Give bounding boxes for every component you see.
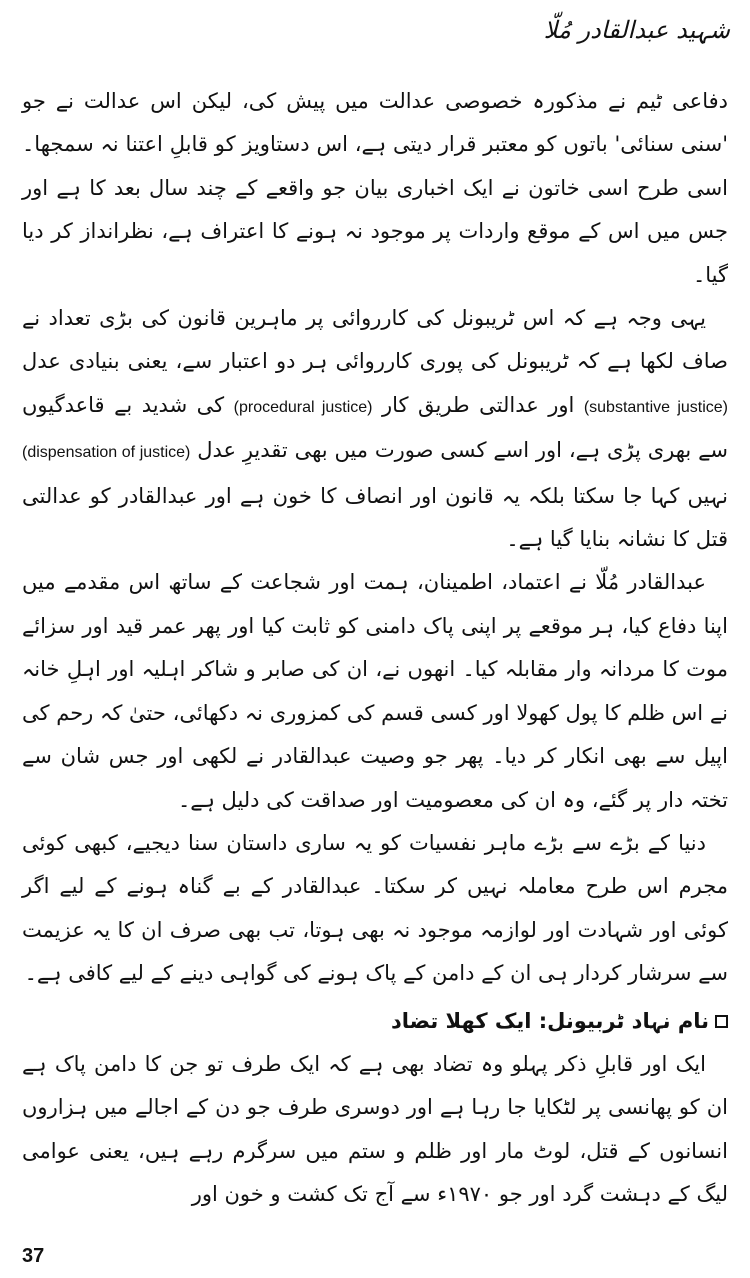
english-term: (procedural justice) — [233, 398, 373, 416]
paragraph: عبدالقادر مُلّا نے اعتماد، اطمینان، ہمت اور شجاعت کے ساتھ اس مقدمے میں اپنا دفاع کیا، ہر موقعے پر اپنی پاک دامنی کو ثابت کیا اور پھر عمر قید اور سزائے موت کا مردانہ وار مقابلہ کیا۔ انھوں نے، ان کی صابر و شاکر اہلیہ اور اہلِ خانہ نے اس ظلم کا پول کھولا اور کسی قسم کی کمزوری نہ دکھائی، حتیٰ کہ رحم کی اپیل سے بھی انکار کر دیا۔ پھر جو وصیت عبدالقادر نے لکھی اور جس شان سے تختہ دار پر گئے، وہ ان کی معصومیت اور صداقت کی دلیل ہے۔ — [22, 570, 728, 812]
english-term: (substantive justice) — [583, 398, 729, 416]
section-heading-text: نام نہاد ٹربیونل: ایک کھلا تضاد — [390, 1008, 709, 1033]
paragraph: دنیا کے بڑے سے بڑے ماہر نفسیات کو یہ ساری داستان سنا دیجیے، کبھی کوئی مجرم اس طرح معاملہ نہیں کر سکتا۔ عبدالقادر کے بے گناہ ہونے کے لیے اگر کوئی اور شہادت اور لوازمہ موجود نہ بھی ہوتا، تب بھی صرف ان کا یہ عزیمت سے سرشار کردار ہی ان کے دامن کے پاک ہونے کی گواہی دینے کے لیے کافی ہے۔ — [22, 830, 728, 986]
paragraph: دفاعی ٹیم نے مذکورہ خصوصی عدالت میں پیش کی، لیکن اس عدالت نے جو 'سنی سنائی' باتوں کو معتبر قرار دیتی ہے، اس دستاویز کو قابلِ اعتنا نہ سمجھا۔ اسی طرح اسی خاتون نے ایک اخباری بیان جو واقعے کے چند سال بعد کا ہے اور جس میں اس کے موقع واردات پر موجود نہ ہونے کا اعتراف ہے، نظرانداز کر دیا گیا۔ — [22, 89, 728, 287]
square-bullet-icon — [715, 1015, 728, 1028]
running-header: شہید عبدالقادر مُلّا — [543, 16, 730, 44]
paragraph: یہی وجہ ہے کہ اس ٹریبونل کی کارروائی پر ماہرین قانون کی بڑی تعداد نے صاف لکھا ہے کہ ٹریبونل کی پوری کارروائی ہر دو اعتبار سے، یعنی بنیادی عدل (substantive justice) اور عدالتی طریق کار (procedural justice) کی شدید بے قاعدگیوں سے بھری پڑی ہے، اور اسے کسی صورت میں بھی تقدیرِ عدل (dispensation of justice) نہیں کہا جا سکتا بلکہ یہ قانون اور انصاف کا خون ہے اور عبدالقادر کو عدالتی قتل کا نشانہ بنایا گیا ہے۔ — [22, 306, 729, 552]
paragraph: ایک اور قابلِ ذکر پہلو وہ تضاد بھی ہے کہ ایک طرف تو جن کا دامن پاک ہے ان کو پھانسی پر لٹکایا جا رہا ہے اور دوسری طرف جو دن کے اجالے میں ہزاروں انسانوں کے قتل، لوٹ مار اور ظلم و ستم میں سرگرم رہے ہیں، یعنی عوامی لیگ کے دہشت گرد اور جو ۱۹۷۰ء سے آج تک کشت و خون اور — [22, 1051, 728, 1207]
section-heading — [22, 1000, 728, 1043]
body-text — [22, 80, 728, 1217]
page-number: 37 — [22, 1245, 45, 1267]
english-term: (dispensation of justice) — [22, 444, 191, 462]
